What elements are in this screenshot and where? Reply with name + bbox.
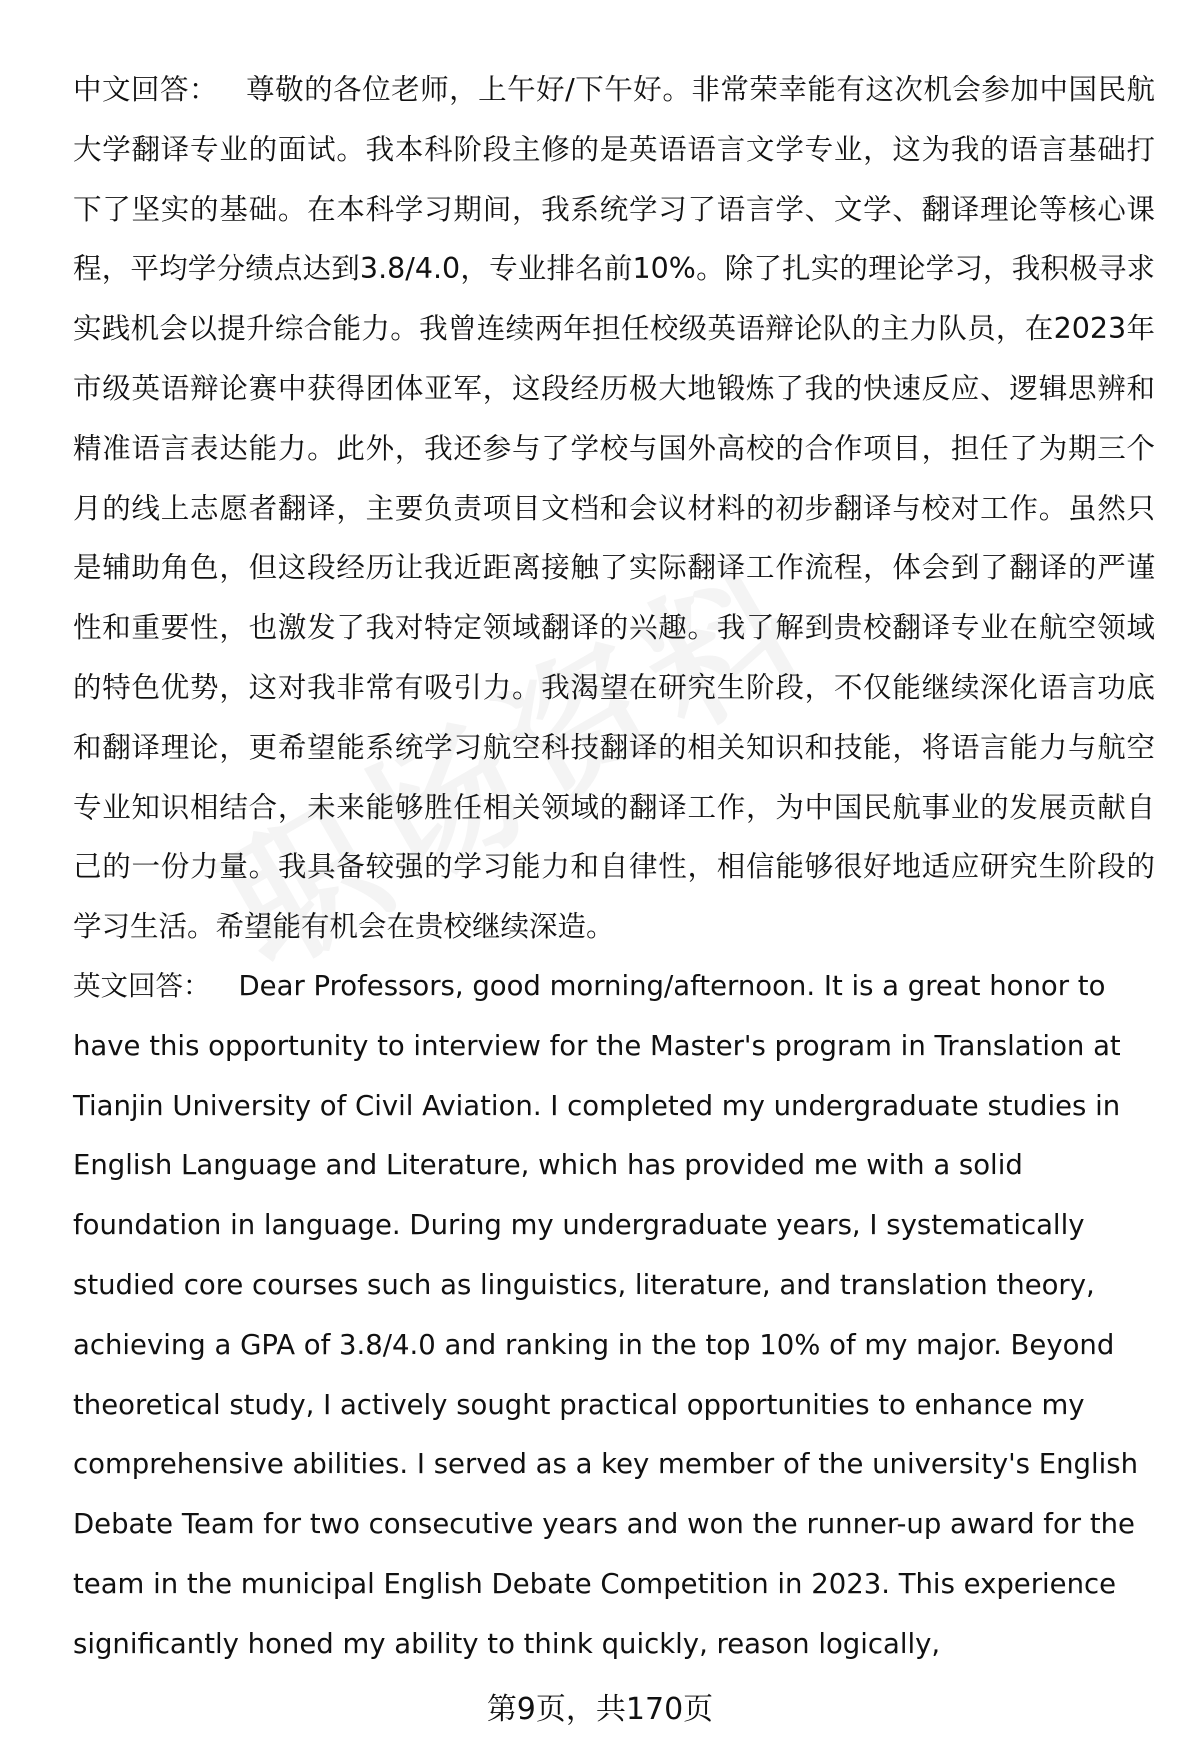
english-answer-paragraph	[73, 957, 1155, 1675]
chinese-answer-paragraph	[73, 60, 1155, 957]
english-answer-text: Dear Professors, good morning/afternoon. It is a great honor to have this opportunity to interview for the Master's program in Translation at Tianjin University of Civil Aviation. I completed my undergraduate studies in English Language and Literature, which has provided me with a solid foundation in language. During my undergraduate years, I systematically studied core courses such as linguistics, literature, and translation theory, achieving a GPA of 3.8/4.0 and ranking in the top 10% of my major. Beyond theoretical study, I actively sought practical opportunities to enhance my comprehensive abilities. I served as a key member of the university's English Debate Team for two consecutive years and won the runner-up award for the team in the municipal English Debate Competition in 2023. This experience significantly honed my ability to think quickly, reason logically,	[73, 969, 1139, 1660]
chinese-answer-label: 中文回答：	[73, 73, 219, 106]
page-number-footer: 第9页，共170页	[486, 1692, 714, 1727]
english-answer-label: 英文回答：	[73, 969, 211, 1002]
chinese-answer-text: 尊敬的各位老师，上午好/下午好。非常荣幸能有这次机会参加中国民航大学翻译专业的面试。我本科阶段主修的是英语语言文学专业，这为我的语言基础打下了坚实的基础。在本科学习期间，我系统学习了语言学、文学、翻译理论等核心课程，平均学分绩点达到3.8/4.0，专业排名前10%。除了扎实的理论学习，我积极寻求实践机会以提升综合能力。我曾连续两年担任校级英语辩论队的主力队员，在2023年市级英语辩论赛中获得团体亚军，这段经历极大地锻炼了我的快速反应、逻辑思辨和精准语言表达能力。此外，我还参与了学校与国外高校的合作项目，担任了为期三个月的线上志愿者翻译，主要负责项目文档和会议材料的初步翻译与校对工作。虽然只是辅助角色，但这段经历让我近距离接触了实际翻译工作流程，体会到了翻译的严谨性和重要性，也激发了我对特定领域翻译的兴趣。我了解到贵校翻译专业在航空领域的特色优势，这对我非常有吸引力。我渴望在研究生阶段，不仅能继续深化语言功底和翻译理论，更希望能系统学习航空科技翻译的相关知识和技能，将语言能力与航空专业知识相结合，未来能够胜任相关领域的翻译工作，为中国民航事业的发展贡献自己的一份力量。我具备较强的学习能力和自律性，相信能够很好地适应研究生阶段的学习生活。希望能有机会在贵校继续深造。	[73, 73, 1155, 944]
document-body	[73, 60, 1155, 1675]
